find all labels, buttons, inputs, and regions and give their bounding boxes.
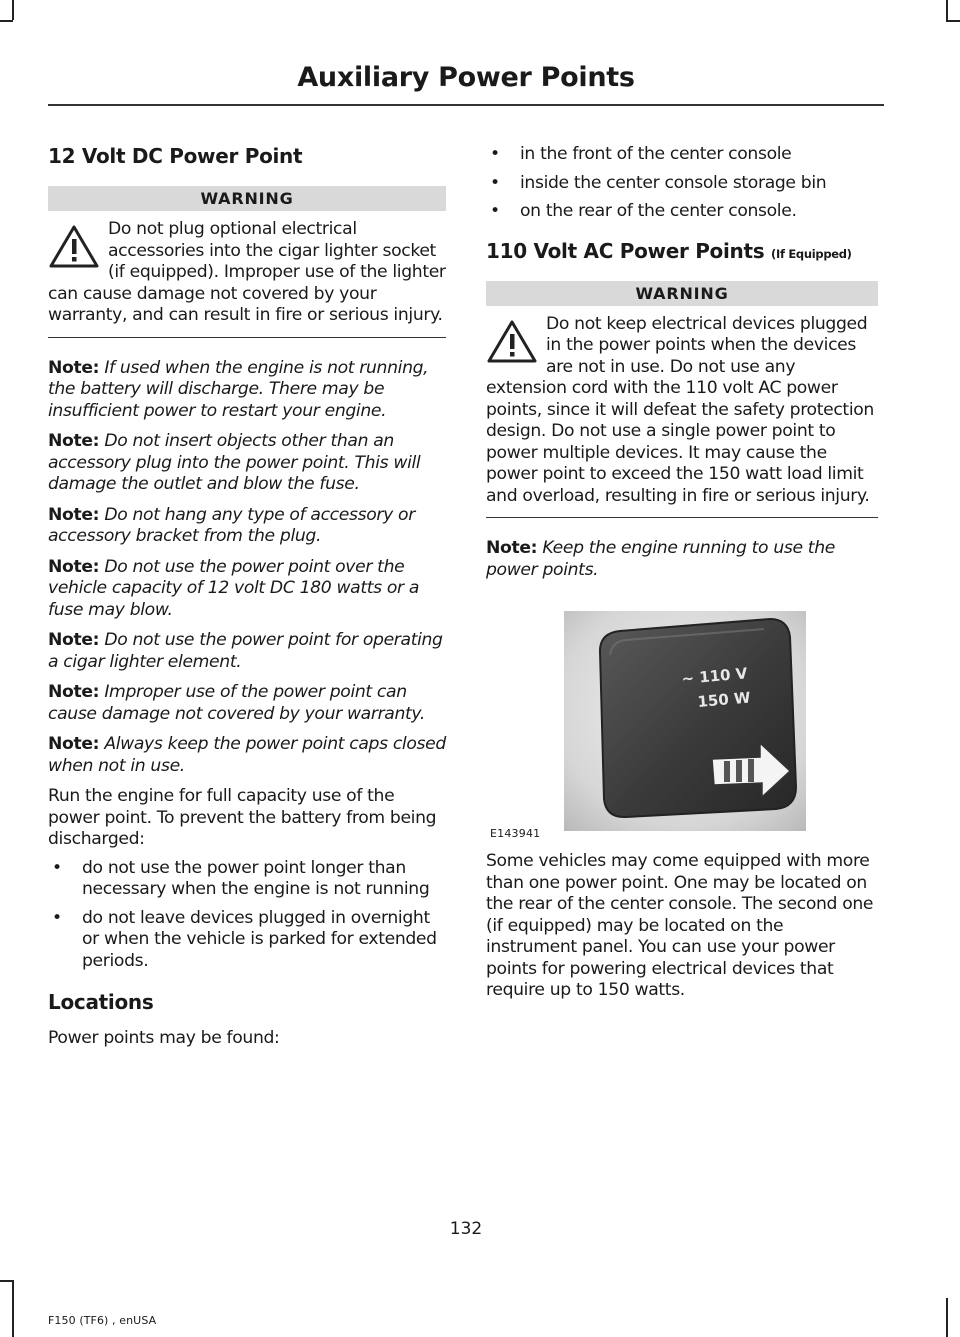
voltage-label: ~ 110 V bbox=[680, 664, 749, 688]
crop-mark bbox=[12, 1280, 14, 1337]
list-item: • in the front of the center console bbox=[486, 144, 878, 166]
note: Note: Improper use of the power point can cause damage not covered by your warranty. bbox=[48, 682, 426, 724]
run-engine-paragraph: Run the engine for full capacity use of the power point. To prevent the battery from being discharged: bbox=[48, 786, 437, 849]
crop-mark bbox=[0, 20, 13, 22]
locations-heading: Locations bbox=[48, 990, 154, 1014]
warning-triangle-icon bbox=[486, 318, 538, 364]
section-heading-12v: 12 Volt DC Power Point bbox=[48, 144, 303, 168]
power-point-figure bbox=[486, 601, 878, 841]
multiple-power-points-paragraph: Some vehicles may come equipped with more than one power point. One may be located on the rear of the center console. The second one (if equipped) may be located on the instrument panel. You can use your power points for powering electrical devices that require up to 150 watts. bbox=[486, 851, 874, 1000]
page-title: Auxiliary Power Points bbox=[297, 62, 635, 93]
footer-model: F150 (TF6) , enUSA bbox=[48, 1314, 157, 1327]
crop-mark bbox=[0, 1280, 13, 1282]
warning-body bbox=[48, 211, 446, 338]
list-item: • inside the center console storage bin bbox=[486, 173, 878, 195]
note: Note: Do not hang any type of accessory or accessory bracket from the plug. bbox=[48, 504, 415, 546]
wattage-label: 150 W bbox=[696, 688, 752, 711]
locations-intro: Power points may be found: bbox=[48, 1028, 280, 1048]
crop-mark bbox=[12, 0, 14, 20]
warning-body bbox=[486, 306, 878, 519]
warning-triangle-icon bbox=[48, 223, 100, 269]
page-number: 132 bbox=[449, 1219, 483, 1239]
power-outlet-cover-image bbox=[564, 611, 806, 831]
list-item: • on the rear of the center console. bbox=[486, 201, 878, 223]
warning-label: WARNING bbox=[48, 186, 446, 211]
note: Note: Keep the engine running to use the power points. bbox=[486, 538, 835, 580]
warning-box-12v bbox=[48, 186, 446, 338]
notes-list bbox=[48, 358, 446, 778]
note: Note: Do not use the power point over the vehicle capacity of 12 volt DC 180 watts or a fuse may blow. bbox=[48, 556, 420, 620]
note: Note: Always keep the power point caps closed when not in use. bbox=[48, 734, 446, 776]
right-column bbox=[486, 144, 878, 1002]
heading-suffix: (If Equipped) bbox=[771, 246, 852, 261]
left-column bbox=[48, 144, 446, 1050]
note: Note: If used when the engine is not running, the battery will discharge. There may be insufficient power to restart your engine. bbox=[48, 357, 429, 421]
section-heading-110v: 110 Volt AC Power Points (If Equipped) bbox=[486, 238, 852, 263]
warning-text: Do not plug optional electrical accessories into the cigar lighter socket (if equipped). Improper use of the lighter can cause damage not covered by your warranty, and can result in fire or serious injury. bbox=[48, 219, 446, 325]
battery-bullets bbox=[48, 858, 446, 973]
note: Note: Do not use the power point for operating a cigar lighter element. bbox=[48, 630, 443, 672]
crop-mark bbox=[946, 1298, 948, 1337]
title-divider bbox=[48, 104, 884, 106]
crop-mark bbox=[946, 20, 960, 22]
warning-label: WARNING bbox=[486, 281, 878, 306]
warning-box-110v bbox=[486, 281, 878, 519]
list-item: • do not use the power point longer than necessary when the engine is not running bbox=[48, 858, 446, 901]
crop-mark bbox=[946, 0, 948, 20]
note: Note: Do not insert objects other than an accessory plug into the power point. This will damage the outlet and blow the fuse. bbox=[48, 431, 421, 494]
figure-id: E143941 bbox=[490, 827, 541, 840]
warning-text: Do not keep electrical devices plugged in the power points when the devices are not in use. Do not use any extension cord with the 110 volt AC power points, since it will defeat the safety protection design. Do not use a single power point to power multiple devices. It may cause the power point to exceed the 150 watt load limit and overload, resulting in fire or serious injury. bbox=[486, 313, 874, 506]
list-item: • do not leave devices plugged in overnight or when the vehicle is parked for extended periods. bbox=[48, 908, 446, 973]
location-bullets bbox=[486, 144, 878, 223]
